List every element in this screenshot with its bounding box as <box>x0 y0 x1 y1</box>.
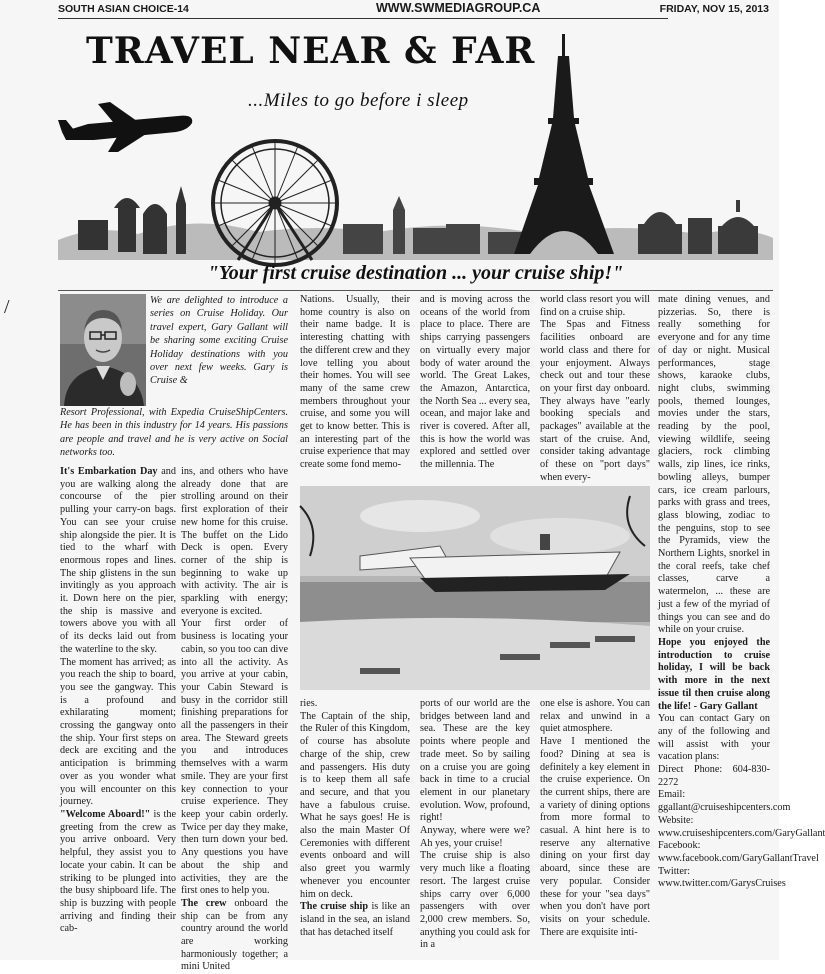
section-subtitle: ...Miles to go before i sleep <box>248 90 469 111</box>
header-rule <box>58 18 668 19</box>
airplane-icon <box>58 102 192 152</box>
headline-rule <box>58 290 773 291</box>
article-headline: "Your first cruise destination ... your cruise ship!" <box>207 262 624 284</box>
article-column-2 <box>181 466 288 974</box>
contact-email: Email: ggallant@cruiseshipcenters.com <box>658 789 791 814</box>
contact-phone: Direct Phone: 604-830-2272 <box>658 764 770 788</box>
section-heading-embarkation: It's Embarkation Day <box>60 466 158 477</box>
paragraph: The cruise ship is also very much like a floating resort. The largest cruise ships carry over 6,000 passengers with over 2,000 crew members. So, anything you could ask for in a <box>420 850 530 951</box>
paragraph: Your first order of business is locating your cabin, so you too can dive into all the activity. As you arrive at your cabin, your Cabin Steward is busy in the corridor still finishing preparations for all the passengers in their area. The Steward greets you and introduces themselves with a warm smile. They are your first key connection to your cruise experience. They keep your cabin orderly. Twice per day they make, then turn down your bed. Any questions you have about the ship and activities, they are the first ones to help you. <box>181 618 288 897</box>
closing-note: Hope you enjoyed the introduction to cruise holiday, I will be back with more in the next issue til then cruise along the life! - Gary Gallant <box>658 636 770 712</box>
cruise-ship-image <box>300 486 650 690</box>
paragraph: is the greeting from the crew as you arrive onboard. Very helpful, they assist you to locate your cabin. It can be striking to be plunged into the busy shipboard life. The ship is buzzing with people arriving and finding their cab- <box>60 808 176 935</box>
article-column-5-bottom <box>540 698 650 939</box>
paragraph: and you are walking along the concourse of the pier pulling your carry-on bags. You can see your cruise ship alongside the pier. It is tied to the wharf with enormous ropes and lines. The ship glistens in the sun invitingly as you approach it. Down here on the pier, the ship is massive and towers above you with all of its decks laid out from the waterline to the sky. <box>60 466 176 655</box>
contact-facebook: Facebook: www.facebook.com/GaryGallantTravel <box>658 840 819 864</box>
author-photo <box>60 294 146 406</box>
article-column-1 <box>60 466 176 936</box>
contact-intro: You can contact Gary on any of the following and will assist with your vacation plans: <box>658 713 770 763</box>
paragraph: world class resort you will find on a cruise ship. <box>540 294 650 318</box>
author-intro-continued: Resort Professional, with Expedia CruiseShipCenters. He has been in this industry for 14 years. His passions are people and travel and he is very active on Social networks too. <box>60 407 288 459</box>
section-heading-welcome: "Welcome Aboard!" <box>60 808 151 820</box>
website-url: WWW.SWMEDIAGROUP.CA <box>376 1 541 15</box>
article-column-5-top <box>540 294 650 485</box>
margin-mark: / <box>4 296 10 318</box>
article-column-3-top: Nations. Usually, their home country is also on their name badge. It is interesting chatting with the different crew and they love telling you about their homes. You will see many of the same crew members throughout your cruise, and some you will get to know better. This is an interesting part of the cruise experience that may create some fond memo- <box>300 294 410 471</box>
section-title: TRAVEL NEAR & FAR <box>86 30 536 72</box>
article-column-4-top: and is moving across the oceans of the world from place to place. There are ships carrying passengers on virtually every major body of water around the world. The Great Lakes, the Amazon, Antarctica, the North Sea ... every sea, ocean, and major lake and river is covered. After all, this is how the world was explored and settled over the millennia. The <box>420 294 530 471</box>
paragraph: mate dining venues, and pizzerias. So, there is really something for everyone and for any time of day or night. Musical performances, stage shows, karaoke clubs, night clubs, swimming pools, themed lounges, movies under the stars, reading by the pool, viewing wildlife, seeing glaciers, rock climbing walls, zip lines, ice rinks, bowling alleys, bumper cars, ice cream parlours, parks with grass and trees, glass blowing, zodiac to the penguins, stop to see the Pyramids, view the Northern Lights, snorkel in the coral reefs, take chef classes, carve a watermelon, ... these are just a few of the myriad of things you can see and do while on your cruise. <box>658 294 770 636</box>
section-heading-crew: The crew <box>181 897 227 909</box>
article-column-3-bottom <box>300 698 410 939</box>
section-heading-cruise-ship: The cruise ship <box>300 901 369 913</box>
issue-date: FRIDAY, NOV 15, 2013 <box>659 3 769 15</box>
contact-website: Website: www.cruiseshipcenters.com/GaryGallant <box>658 814 825 839</box>
paragraph: The moment has arrived; as you reach the ship to board, you see the gangway. This is a profound and exhilarating moment; crossing the gangway onto the ship. Your first steps on deck are exciting and the anticipation is brimming over as you wonder what you will encounter on this journey. <box>60 656 176 808</box>
cruise-ship-photo <box>300 486 650 690</box>
paragraph: Anyway, where were we? Ah yes, your cruise! <box>420 825 530 849</box>
paragraph: onboard the ship can be from any country around the world are working harmoniously together; a mini United <box>181 897 288 973</box>
paragraph: is like an island in the sea, an island that has detached itself <box>300 901 411 938</box>
author-intro: We are delighted to introduce a series on Cruise Holiday. Our travel expert, Gary Gallant will be sharing some exciting Cruise Holiday destinations with you over next few weeks. Gary is Cruise & <box>150 295 288 387</box>
publication-name: SOUTH ASIAN CHOICE-14 <box>58 3 189 15</box>
page-header <box>58 0 773 20</box>
paragraph: The Spas and Fitness facilities onboard are world class and there for your enjoyment. Always check out and tour these on your first day onboard. They always have "early booking specials and packages" available at the start of the cruise. And, consider taking advantage of these on "port days" when every- <box>540 319 650 483</box>
article-column-6 <box>658 294 825 891</box>
article-column-4-bottom <box>420 698 530 952</box>
contact-twitter: Twitter: www.twitter.com/GarysCruises <box>658 865 786 890</box>
author-avatar <box>60 294 146 406</box>
paragraph: ries. <box>300 698 318 709</box>
paragraph: one else is ashore. You can relax and unwind in a quiet atmosphere. <box>540 698 650 735</box>
ferris-wheel-drawing <box>213 141 337 265</box>
paragraph: The Captain of the ship, the Ruler of this Kingdom, of course has absolute charge of the ship, crew and passengers. His duty is to keep them all safe and secure, and that you have a fabulous cruise. What he says goes! He is also the main Master Of Ceremonies with different events onboard and will also greet you warmly whenever you encounter him on deck. <box>300 710 410 900</box>
paragraph: ports of our world are the bridges between land and sea. These are the key points where people and trade meet. So by sailing on a cruise you are going back in time to a crucial element in our planetary evolution. Wow, profound, right! <box>420 698 530 824</box>
paragraph: Have I mentioned the food? Dining at sea is definitely a key element in the cruise experience. On the current ships, there are a variety of dining options from more formal to casual. A hint here is to reserve any alternative dining on your first day aboard, since these are very popular. Consider these for your "sea days" when you don't have port visits on your schedule. There are exquisite inti- <box>540 736 650 938</box>
paragraph: ins, and others who have already done that are strolling around on their first exploration of their new home for this cruise. The buffet on the Lido Deck is open. Every corner of the ship is beginning to wake up with activity. The air is sparkling with energy; everyone is excited. <box>181 466 288 617</box>
